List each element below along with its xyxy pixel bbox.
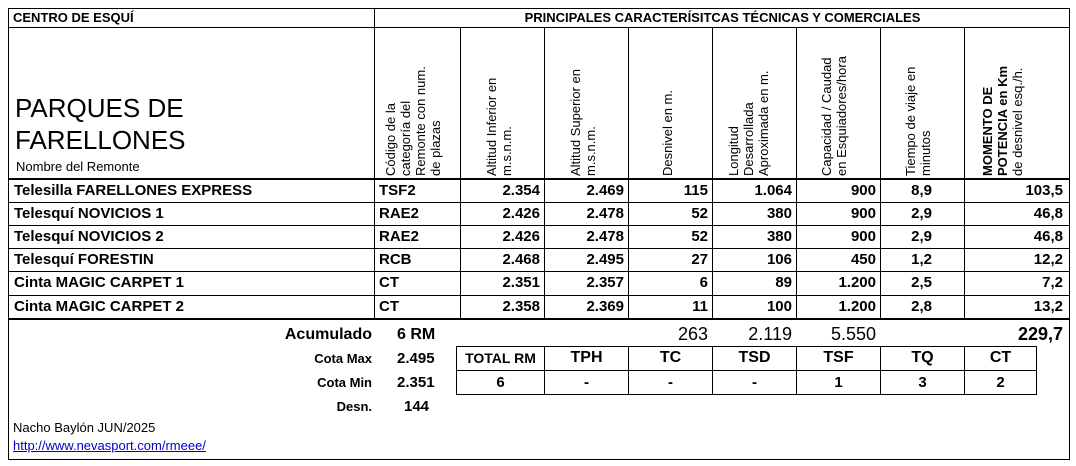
longitud-cell: 1.064 xyxy=(754,182,792,199)
longitud-cell: 106 xyxy=(766,251,792,268)
desnivel-cell: 52 xyxy=(691,205,708,222)
tiempo-cell: 2,5 xyxy=(911,274,932,291)
park-subtitle: Nombre del Remonte xyxy=(16,159,140,174)
desnivel-total: 263 xyxy=(677,324,708,344)
totals-header-tph: TPH xyxy=(570,349,603,366)
lift-code: CT xyxy=(379,274,399,291)
lift-code: RAE2 xyxy=(379,228,420,245)
col-header-alt-inf: Altitud Inferior en m.s.n.m. xyxy=(484,77,514,176)
col-header-capacidad: Capacidad / Caudad en Esquiadores/hora xyxy=(819,56,849,176)
park-title-line1: PARQUES DE xyxy=(15,93,184,123)
capacidad-cell: 900 xyxy=(850,205,876,222)
momento-cell: 13,2 xyxy=(1033,298,1063,315)
col-header-code: Código de la categoría del Remonte con num. de plazas xyxy=(383,66,443,176)
tiempo-cell: 8,9 xyxy=(911,182,932,199)
col-header-desnivel: Desnivel en m. xyxy=(660,90,675,176)
momento-cell: 46,8 xyxy=(1033,205,1063,222)
totals-value-tq: 3 xyxy=(918,374,927,391)
longitud-cell: 380 xyxy=(766,205,792,222)
momento-cell: 46,8 xyxy=(1033,228,1063,245)
lift-code: RAE2 xyxy=(379,205,420,222)
alt-sup-cell: 2.478 xyxy=(586,205,624,222)
totals-header-tq: TQ xyxy=(911,349,934,366)
totals-value-ct: 2 xyxy=(996,374,1005,391)
alt-sup-cell: 2.478 xyxy=(586,228,624,245)
cota-min-value: 2.351 xyxy=(397,374,435,391)
park-title-line2: FARELLONES xyxy=(15,125,186,155)
alt-sup-cell: 2.357 xyxy=(586,274,624,291)
table-row xyxy=(0,226,1076,248)
header-ski-center: CENTRO DE ESQUÍ xyxy=(13,10,134,25)
totals-header-tc: TC xyxy=(659,349,682,366)
totals-header-tsd: TSD xyxy=(738,349,771,366)
momento-cell: 7,2 xyxy=(1042,274,1063,291)
capacidad-cell: 900 xyxy=(850,182,876,199)
alt-inf-cell: 2.426 xyxy=(502,205,540,222)
desn-label: Desn. xyxy=(336,399,372,414)
acumulado-label: Acumulado xyxy=(284,326,372,343)
desnivel-cell: 27 xyxy=(691,251,708,268)
alt-inf-cell: 2.358 xyxy=(502,298,540,315)
col-header-tiempo: Tiempo de viaje en minutos xyxy=(903,66,933,176)
totals-header-tsf: TSF xyxy=(823,349,854,366)
totals-value-tc: - xyxy=(668,374,673,391)
longitud-cell: 380 xyxy=(766,228,792,245)
alt-sup-cell: 2.495 xyxy=(586,251,624,268)
cota-min-label: Cota Min xyxy=(317,375,372,390)
desnivel-cell: 6 xyxy=(699,274,708,291)
capacidad-cell: 1.200 xyxy=(838,298,876,315)
momento-cell: 12,2 xyxy=(1033,251,1063,268)
lift-name: Cinta MAGIC CARPET 1 xyxy=(14,274,185,291)
tiempo-cell: 1,2 xyxy=(911,251,932,268)
capacidad-total: 5.550 xyxy=(830,324,876,344)
lift-code: CT xyxy=(379,298,399,315)
data-bottom-divider xyxy=(8,318,1070,320)
acumulado-value: 6 RM xyxy=(397,326,436,343)
capacidad-cell: 450 xyxy=(850,251,876,268)
totals-header-ct: CT xyxy=(989,349,1012,366)
totals-col-divider xyxy=(1036,346,1037,395)
lift-code: RCB xyxy=(379,251,412,268)
lift-name: Telesquí FORESTIN xyxy=(14,251,154,268)
header-divider xyxy=(8,27,1070,28)
table-row xyxy=(0,203,1076,225)
capacidad-cell: 900 xyxy=(850,228,876,245)
alt-sup-cell: 2.469 xyxy=(586,182,624,199)
desn-value: 144 xyxy=(404,398,430,415)
alt-inf-cell: 2.426 xyxy=(502,228,540,245)
col-header-momento: MOMENTO DE POTENCIA en Km de desnivel esq./h. xyxy=(980,65,1025,176)
table-row xyxy=(0,272,1076,294)
longitud-cell: 89 xyxy=(775,274,792,291)
lift-name: Telesilla FARELLONES EXPRESS xyxy=(14,182,253,199)
capacidad-cell: 1.200 xyxy=(838,274,876,291)
alt-inf-cell: 2.354 xyxy=(502,182,540,199)
table-row xyxy=(0,249,1076,271)
totals-value-tsf: 1 xyxy=(834,374,843,391)
lift-name: Cinta MAGIC CARPET 2 xyxy=(14,298,185,315)
lift-name: Telesquí NOVICIOS 2 xyxy=(14,228,164,245)
totals-value-tsd: - xyxy=(752,374,757,391)
alt-inf-cell: 2.351 xyxy=(502,274,540,291)
longitud-total: 2.119 xyxy=(748,324,792,344)
cota-max-label: Cota Max xyxy=(314,351,372,366)
totals-value-tph: - xyxy=(584,374,589,391)
momento-total: 229,7 xyxy=(1017,324,1063,344)
header-main-title: PRINCIPALES CARACTERÍSITCAS TÉCNICAS Y COMERCIALES xyxy=(524,10,921,25)
author-credit: Nacho Baylón JUN/2025 xyxy=(13,420,156,435)
momento-cell: 103,5 xyxy=(1025,182,1063,199)
lift-name: Telesquí NOVICIOS 1 xyxy=(14,205,164,222)
desnivel-cell: 52 xyxy=(691,228,708,245)
desnivel-cell: 115 xyxy=(683,182,708,199)
col-header-longitud: Longitud Desarrollada Aproximada en m. xyxy=(726,70,771,176)
source-link[interactable]: http://www.nevasport.com/rmeee/ xyxy=(13,438,206,453)
col-header-alt-sup: Altitud Superior en m.s.n.m. xyxy=(568,69,598,176)
alt-sup-cell: 2.369 xyxy=(586,298,624,315)
tiempo-cell: 2,9 xyxy=(911,205,932,222)
desnivel-cell: 11 xyxy=(692,298,708,315)
alt-inf-cell: 2.468 xyxy=(502,251,540,268)
lift-code: TSF2 xyxy=(379,182,416,199)
tiempo-cell: 2,9 xyxy=(911,228,932,245)
totals-value-total-rm: 6 xyxy=(496,374,505,391)
totals-header-total-rm: TOTAL RM xyxy=(465,350,536,366)
tiempo-cell: 2,8 xyxy=(911,298,932,315)
table-row xyxy=(0,296,1076,318)
cota-max-value: 2.495 xyxy=(397,350,435,367)
longitud-cell: 100 xyxy=(766,298,792,315)
table-row xyxy=(0,180,1076,202)
